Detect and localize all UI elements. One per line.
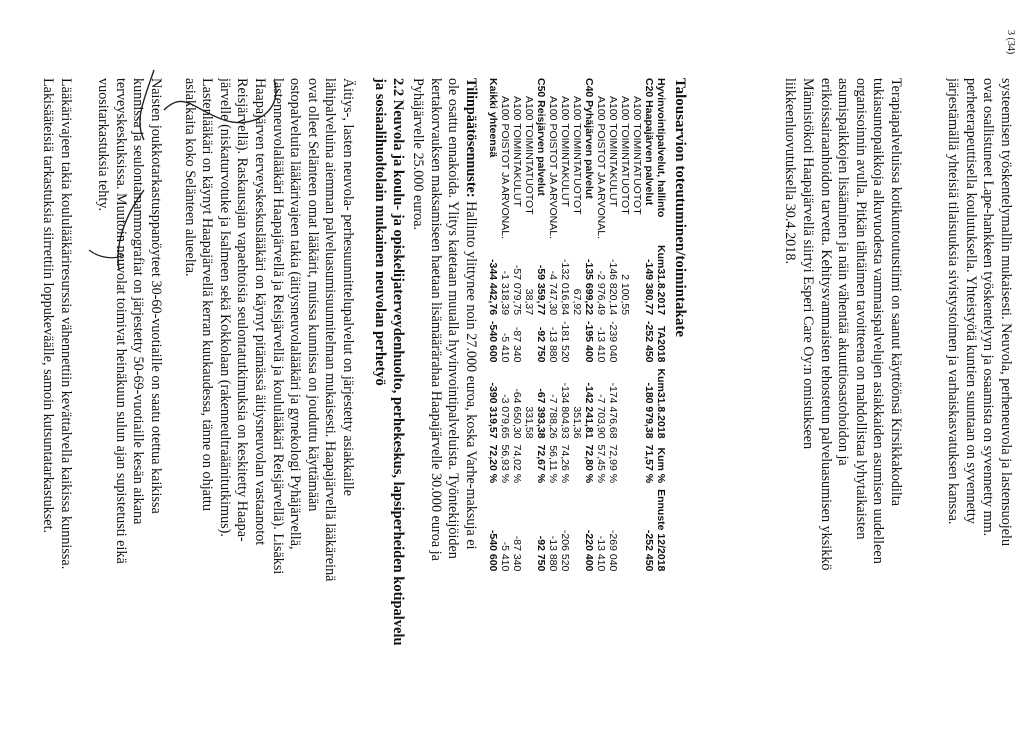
text-line: lastenneuvolalääkäri Haapajärvellä ja Reisjärvellä ja koululääkäri Reisjärvellä). Lisäksi	[269, 78, 286, 575]
table-cell	[571, 442, 583, 487]
text-line: kertakorvauksen maksamiseen haetaan lisämäärärahaa Haapajärvelle 30.000 euroa ja	[427, 78, 444, 561]
text-line: asiakkaita koko Selänteen alueelta.	[181, 78, 198, 277]
handwritten-signatures	[74, 50, 294, 330]
text-line: Pyhäjärvelle 25.000 euroa.	[410, 78, 427, 231]
table-row	[571, 78, 583, 574]
table-cell: -252 450	[643, 529, 655, 572]
table-cell: -540 600	[487, 321, 499, 363]
row-label: C20 Haapajärven palvelut	[643, 78, 655, 206]
table-cell: -134 804,93	[559, 382, 571, 439]
heading-line: ja sosiaalihuoltolain mukainen neuvolan perhetyö	[372, 78, 389, 386]
text-line: Äitiys-, lasten neuvola- perhesuunnittelupalvelut on järjestetty asiakkaille	[340, 78, 356, 497]
table-cell: -92 750	[535, 326, 547, 363]
table-cell: -87 340	[511, 326, 523, 363]
table-cell	[631, 366, 643, 442]
row-label: A100 TOIMINTATUOTOT	[631, 96, 643, 215]
table-cell: -7 788,26	[547, 394, 559, 439]
row-label: C40 Pyhäjärven palvelut	[583, 78, 595, 199]
table-cell: -4 747,30	[547, 270, 559, 316]
table-cell: -2 976,49	[595, 270, 607, 316]
table-cell: -195 400	[583, 321, 595, 363]
therapy-paragraph	[781, 78, 904, 738]
text-line: kunnissa ja seulontamammografiat on järjestetty 50-69-vuotiaille kesän aikana	[130, 78, 147, 525]
table-cell	[631, 486, 643, 574]
table-cell: -67 393,38	[535, 388, 547, 439]
table-cell: -149 380,77	[643, 258, 655, 316]
text-line: Reisjärvellä). Raskausajan vapaehtoisia seulontatutkimuksia on keskitetty Haapa-	[234, 78, 251, 542]
table-cell: 67,92	[571, 288, 583, 316]
row-label: C50 Reisjärven palvelut	[535, 78, 547, 196]
text-line: Männistökoti Haapajärvellä siirtyi Esperi Care Oy:n omistukseen	[800, 78, 817, 450]
intro-paragraph	[944, 78, 1014, 738]
text-line: asumispaikkojen lisääminen ja näin vähentää akuuttiosastohoidon ja	[835, 78, 852, 466]
table-cell: 56,93 %	[499, 444, 511, 484]
table-cell: 331,58	[523, 406, 535, 439]
table-cell: -135 699,22	[583, 258, 595, 316]
forecast-label: Tilinpäätösennuste:	[463, 78, 479, 198]
column-header: Ennuste 12/2018	[655, 489, 667, 572]
column-header: Kum31.8.2018	[655, 368, 667, 439]
text-line: perheterapeuttisella koulutuksella. Yhteistyötä kuntien suuntaan on syvennetty	[962, 78, 979, 524]
table-row	[535, 78, 547, 574]
table-row	[523, 78, 535, 574]
table-cell: -5 410	[499, 541, 511, 572]
table-cell: 72,67 %	[535, 444, 547, 484]
table-cell: 74,26 %	[559, 444, 571, 484]
table-cell: -390 319,57	[487, 382, 499, 439]
text-line: terveyskeskuksissa. Muutoin neuvolat toimivat heinäkuun sulun ajan supistetusti eikä	[112, 78, 129, 564]
tilinpaatos-paragraph	[409, 78, 479, 738]
section-heading	[371, 78, 406, 728]
table-cell: 38,37	[523, 288, 535, 316]
table-row	[631, 78, 643, 574]
text-line: Haapajärven terveyskeskuslääkäri on käynyt pitämässä äitiysneuvolan vastaanotot	[252, 78, 269, 546]
table-cell: 72,80 %	[583, 444, 595, 484]
table-cell: -181 520	[559, 321, 571, 363]
budget-table	[487, 78, 667, 574]
table-header-row	[655, 78, 667, 574]
page-number: 3 (34)	[1005, 30, 1016, 55]
table-row	[511, 78, 523, 574]
text-line: lähipalveluina aiemman palveluasumisuunnitelman mukaisesti. Haapajärvellä lääkäreinä	[322, 78, 339, 582]
text-line: ole osattu ennakoida. Ylitys katetaan muualla hyvinvointipalveluista. Työntekijöiden	[445, 78, 462, 559]
table-cell	[631, 242, 643, 318]
column-header: Kum31.8.2017	[655, 245, 667, 316]
text-line: Lastenlääkäri on käynyt Haapajärvellä kerran kuukaudessa, tänne on ohjattu	[199, 78, 216, 511]
table-cell: -180 979,38	[643, 382, 655, 439]
text-line: Lakisääteisiä tarkastuksia siirrettiin loppukeväälle, samoin kutsuntatarkastukset.	[40, 78, 57, 534]
table-cell: -220 400	[583, 529, 595, 572]
table-cell: -57 079,75	[511, 264, 523, 316]
table-cell	[523, 486, 535, 574]
row-label: Kaikki yhteensä	[487, 78, 499, 158]
text-line: Lääkärivajeen takia koululääkäriresurssia vähennettiin kevättalvella kaikissa kunnissa.	[58, 78, 74, 570]
table-cell: -174 476,68	[607, 382, 619, 439]
row-label: A100 TOIMINTATUOTOT	[523, 96, 535, 215]
row-label: A100 TOIMINTATUOTOT	[571, 96, 583, 215]
column-header: TA2018	[655, 325, 667, 363]
text-line: systeemisen työskentelymallin mukaisesti. Neuvola, perheneuvola ja lastensuojelu	[998, 78, 1014, 547]
table-row	[619, 78, 631, 574]
table-row	[547, 78, 559, 574]
table-cell: -206 520	[559, 529, 571, 572]
table-cell: 57,45 %	[595, 444, 607, 484]
row-label: A100 TOIMINTATUOTOT	[619, 96, 631, 215]
table-cell: -146 820,14	[607, 258, 619, 316]
table-cell: 72,99 %	[607, 444, 619, 484]
row-label: A100 POISTOT JA ARVONAL.	[499, 96, 511, 239]
table-cell: 72,20 %	[487, 444, 499, 484]
laakari-paragraph	[39, 78, 74, 738]
table-cell	[619, 442, 631, 487]
table-cell: -13 410	[595, 535, 607, 572]
table-cell	[571, 318, 583, 365]
column-header: Kum %	[655, 447, 667, 484]
text-line: Terapiapalveluissa kotikuntoutustiimi on saanut käyttöönsä Kirsikkakodilta	[888, 78, 904, 507]
table-cell: -132 016,84	[559, 258, 571, 316]
budget-table-body	[487, 78, 655, 574]
table-cell	[523, 442, 535, 487]
table-row	[499, 78, 511, 574]
text-line: organisoinnin avulla. Pitkän tähtäimen tavoitteena on mahdollistaa lyhytaikaisten	[852, 78, 869, 540]
table-cell: -64 650,30	[511, 388, 523, 439]
text-line: liikkeenluovutuksella 30.4.2018.	[782, 78, 799, 264]
table-cell: 71,57 %	[643, 444, 655, 484]
table-cell: -13 880	[547, 535, 559, 572]
table-cell	[571, 486, 583, 574]
table-cell	[631, 442, 643, 487]
table-cell: -269 040	[607, 529, 619, 572]
table-cell: 56,11 %	[547, 445, 559, 484]
table-row	[487, 78, 499, 574]
text-line: ovat olleet Selänteen omat lääkärit, muissa kunnissa on jouduttu käyttämään	[304, 78, 321, 512]
table-cell	[631, 318, 643, 365]
column-header: Hyvinvointipalvelut, hallinto	[655, 78, 667, 218]
table-cell	[523, 318, 535, 365]
heading-line: 2.2 Neuvola ja koulu- ja opiskelijaterveydenhuolto, perhekeskus, lapsiperheiden kotipalvelu	[390, 78, 406, 646]
table-cell: -7 703,90	[595, 394, 607, 439]
row-label: A100 TOIMINTAKULUT	[607, 96, 619, 207]
table-cell: -92 750	[535, 535, 547, 572]
table-cell: -59 359,77	[535, 264, 547, 316]
table-row	[583, 78, 595, 574]
row-label: A100 POISTOT JA ARVONAL.	[547, 96, 559, 239]
text-line: Naisten joukkotarkastusppanöyteet 30-60-vuotiaille on saatu otettua kaikissa	[148, 78, 164, 514]
text-line: vuositarkastuksia tehty.	[95, 78, 112, 212]
table-cell: -142 241,81	[583, 382, 595, 439]
table-cell: -239 040	[607, 321, 619, 363]
text-line: erikoissairaanhoidon tarvetta. Kehitysvammaisten tehostetun palveluasumisen yksikkö	[817, 78, 834, 571]
text-line: ovat osallistuneet Lape-hankkeen työskentelyyn ja osaamista on syvennetty mm.	[980, 78, 997, 537]
table-cell: -13 880	[547, 326, 559, 363]
table-cell: 2 100,55	[619, 274, 631, 316]
table-cell: 74,02 %	[511, 444, 523, 484]
table-cell: -344 442,76	[487, 258, 499, 316]
row-label: A100 POISTOT JA ARVONAL.	[595, 96, 607, 239]
table-cell: -540 600	[487, 529, 499, 572]
budget-heading: Talousarvion toteutuminen/toimintakate	[672, 78, 688, 338]
text-line: järvelle (niskaturvotuke ja Isalmeen sekä Kokkolaan (rakenneultraäänitutkimus).	[216, 78, 233, 537]
table-cell: -3 079,65	[499, 394, 511, 439]
table-row	[607, 78, 619, 574]
table-row	[595, 78, 607, 574]
forecast-text: Hallinto ylittynee noin 27.000 euroa, koska Varhe-maksuja ei	[463, 197, 479, 550]
row-label: A100 TOIMINTAKULUT	[559, 96, 571, 207]
table-cell: -1 318,39	[499, 270, 511, 316]
table-cell: -13 410	[595, 326, 607, 363]
table-cell: -252 450	[643, 321, 655, 363]
table-cell: -87 340	[511, 535, 523, 572]
text-line: tukiasuntopaikkoja alkuvuodesta vammaispalvelujen asiakkaiden asumisen uudelleen	[870, 78, 887, 564]
table-cell	[619, 318, 631, 365]
table-row	[643, 78, 655, 574]
text-line	[461, 78, 479, 738]
row-label: A100 TOIMINTAKULUT	[511, 96, 523, 207]
table-row	[559, 78, 571, 574]
table-cell	[619, 486, 631, 574]
table-cell	[619, 366, 631, 442]
text-line: ostopalveluita lääkärivajeen takia (äitiysneuvolalääkäri ja gynekologi Pyhäjärvellä,	[287, 78, 304, 550]
table-cell: -5 410	[499, 332, 511, 363]
table-cell: 351,36	[571, 406, 583, 439]
text-line: järjestämällä yhteisiä tilaisuuksia sivistystoimen ja varhaiskasvatuksen kanssa.	[945, 78, 962, 525]
